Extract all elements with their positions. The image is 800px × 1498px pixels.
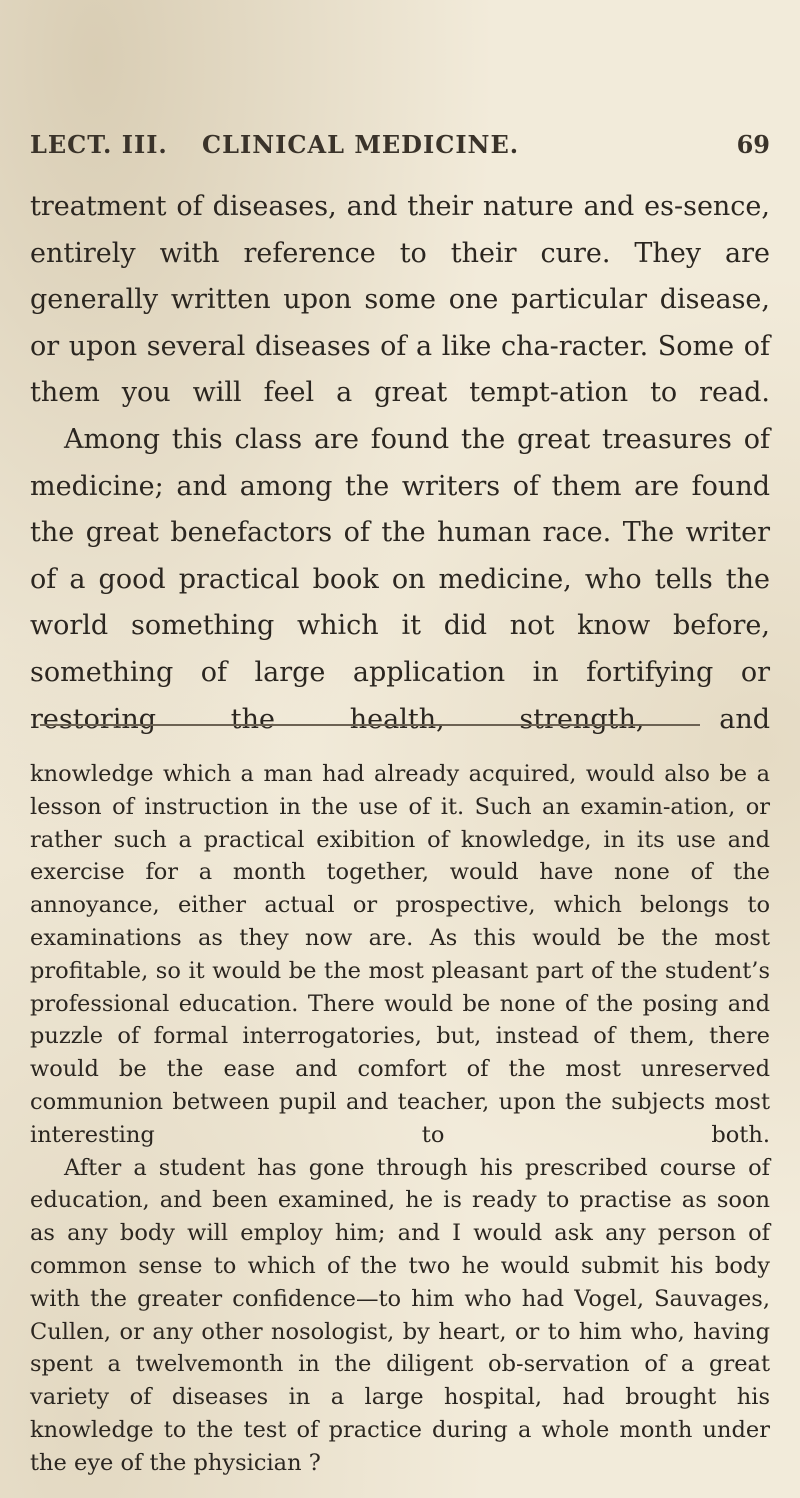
running-title: CLINICAL MEDICINE. — [202, 130, 520, 159]
paragraph-student — [30, 1152, 770, 1480]
paragraph-knowledge — [30, 758, 770, 1152]
page-number: 69 — [736, 130, 770, 159]
running-head — [30, 130, 770, 170]
lecture-number: LECT. III. — [30, 130, 168, 159]
paragraph-treatment — [30, 184, 770, 417]
upper-text-block — [30, 184, 770, 743]
lower-text-block — [30, 758, 770, 1480]
paragraph-text: After a student has gone through his prescribed course of education, and been examined, he is ready to practise as soon as any body will employ him; and I would ask any person of common sense to which of the two he would submit his body with the greater confidence—to him who had Vogel, Sauvages, Cullen, or any other nosologist, by heart, or to him who, having spent a twelvemonth in the diligent ob-servation of a great variety of diseases in a large hospital, had brought his knowledge to the test of practice during a whole month under the eye of the physician ? — [30, 1154, 770, 1476]
paragraph-treasures — [30, 417, 770, 743]
section-divider — [40, 724, 700, 726]
paragraph-text: treatment of diseases, and their nature and es-sence, entirely with reference to their cure. They are generally written upon some one particular disease, or upon several diseases of a like cha-racter. Some of them you will feel a great tempt-ation to read. — [30, 191, 770, 409]
paragraph-text: knowledge which a man had already acquired, would also be a lesson of instruction in the use of it. Such an examin-ation, or rather such a practical exibition of knowledge, in its use and exercise for a month together, would have none of the annoyance, either actual or prospective, which belongs to examinations as they now are. As this would be the most profitable, so it would be the most pleasant part of the student’s professional education. There would be none of the posing and puzzle of formal interrogatories, but, instead of them, there would be the ease and comfort of the most unreserved communion between pupil and teacher, upon the subjects most interesting to both. — [30, 761, 770, 1148]
paragraph-text: Among this class are found the great treasures of medicine; and among the writers of them are found the great benefactors of the human race. The writer of a good practical book on medicine, who tells the world something which it did not know before, something of large application in fortifying or restoring the health, strength, and — [30, 423, 770, 735]
